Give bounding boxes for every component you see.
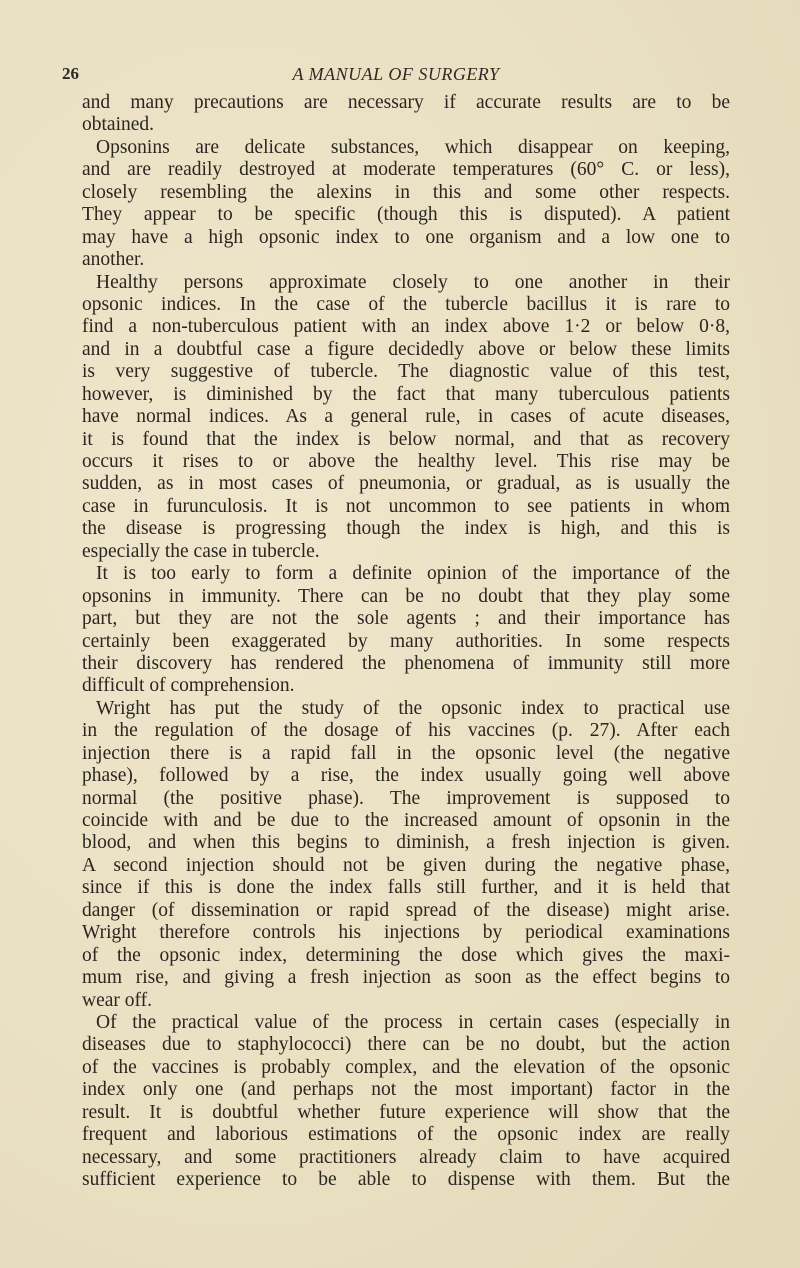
text-line: and many precautions are necessary if accurate results are to be — [82, 92, 730, 113]
paragraph — [82, 92, 730, 137]
text-line: danger (of dissemination or rapid spread of the disease) might arise. — [82, 899, 730, 921]
page-number: 26 — [62, 64, 79, 83]
text-line: Opsonins are delicate substances, which disappear on keeping, — [96, 136, 730, 158]
text-line: difficult of comprehension. — [82, 675, 295, 697]
text-line: especially the case in tubercle. — [82, 540, 320, 562]
text-line: Wright has put the study of the opsonic index to practical use — [96, 697, 730, 719]
text-line: their discovery has rendered the phenomena of immunity still more — [82, 652, 730, 674]
text-line: diseases due to staphylococci) there can be no doubt, but the action — [82, 1034, 730, 1056]
text-line: Of the practical value of the process in certain cases (especially in — [96, 1011, 730, 1033]
text-line: sufficient experience to be able to dispense with them. But the — [82, 1169, 730, 1190]
paragraph — [82, 563, 730, 698]
text-line: They appear to be specific (though this is disputed). A patient — [82, 204, 730, 226]
text-line: opsonic indices. In the case of the tubercle bacillus it is rare to — [82, 293, 730, 315]
text-line: coincide with and be due to the increased amount of opsonin in the — [82, 810, 730, 831]
text-line: frequent and laborious estimations of the opsonic index are really — [82, 1124, 730, 1146]
text-line: injection there is a rapid fall in the opsonic level (the negative — [82, 742, 730, 764]
text-line: case in furunculosis. It is not uncommon to see patients in whom — [82, 495, 730, 517]
text-line: certainly been exaggerated by many authorities. In some respects — [82, 630, 730, 652]
text-line: the disease is progressing though the index is high, and this is — [82, 518, 730, 540]
text-line: however, is diminished by the fact that many tuberculous patients — [82, 383, 730, 405]
text-line: since if this is done the index falls still further, and it is held that — [82, 877, 730, 899]
paragraph — [82, 272, 730, 564]
text-line: is very suggestive of tubercle. The diagnostic value of this test, — [82, 361, 730, 383]
text-line: sudden, as in most cases of pneumonia, or gradual, as is usually the — [82, 473, 730, 495]
text-line: A second injection should not be given during the negative phase, — [82, 854, 730, 876]
text-line: result. It is doubtful whether future experience will show that the — [82, 1101, 730, 1123]
body-text — [82, 92, 730, 1191]
text-line: part, but they are not the sole agents ; and their importance has — [82, 608, 730, 630]
text-line: have normal indices. As a general rule, in cases of acute diseases, — [82, 406, 730, 428]
running-title: A MANUAL OF SURGERY — [292, 64, 500, 84]
text-line: occurs it rises to or above the healthy level. This rise may be — [82, 451, 730, 472]
text-line: Healthy persons approximate closely to one another in their — [96, 271, 730, 293]
text-line: mum rise, and giving a fresh injection as soon as the effect begins to — [82, 967, 730, 989]
paragraph — [82, 137, 730, 272]
text-line: opsonins in immunity. There can be no doubt that they play some — [82, 585, 730, 607]
text-line: Wright therefore controls his injections by periodical examinations — [82, 922, 730, 944]
paragraph — [82, 698, 730, 1012]
paragraph — [82, 1012, 730, 1192]
text-line: of the vaccines is probably complex, and the elevation of the opsonic — [82, 1056, 730, 1078]
text-line: find a non-tuberculous patient with an index above 1·2 or below 0·8, — [82, 316, 730, 338]
text-line: it is found that the index is below normal, and that as recovery — [82, 428, 730, 450]
text-line: wear off. — [82, 989, 153, 1011]
text-line: index only one (and perhaps not the most important) factor in the — [82, 1079, 730, 1101]
text-line: may have a high opsonic index to one organism and a low one to — [82, 226, 730, 248]
text-line: in the regulation of the dosage of his vaccines (p. 27). After each — [82, 720, 730, 742]
text-line: another. — [82, 249, 145, 271]
text-line: blood, and when this begins to diminish, a fresh injection is given. — [82, 832, 730, 854]
text-line: obtained. — [82, 114, 155, 136]
text-line: normal (the positive phase). The improvement is supposed to — [82, 787, 730, 809]
running-header — [62, 64, 730, 88]
text-line: It is too early to form a definite opinion of the importance of the — [96, 563, 730, 585]
text-line: and are readily destroyed at moderate temperatures (60° C. or less), — [82, 159, 730, 181]
text-line: of the opsonic index, determining the dose which gives the maxi- — [82, 944, 730, 966]
text-line: and in a doubtful case a figure decidedly above or below these limits — [82, 338, 730, 360]
text-line: necessary, and some practitioners already claim to have acquired — [82, 1146, 730, 1168]
text-line: closely resembling the alexins in this and some other respects. — [82, 181, 730, 203]
text-line: phase), followed by a rise, the index usually going well above — [82, 765, 730, 787]
